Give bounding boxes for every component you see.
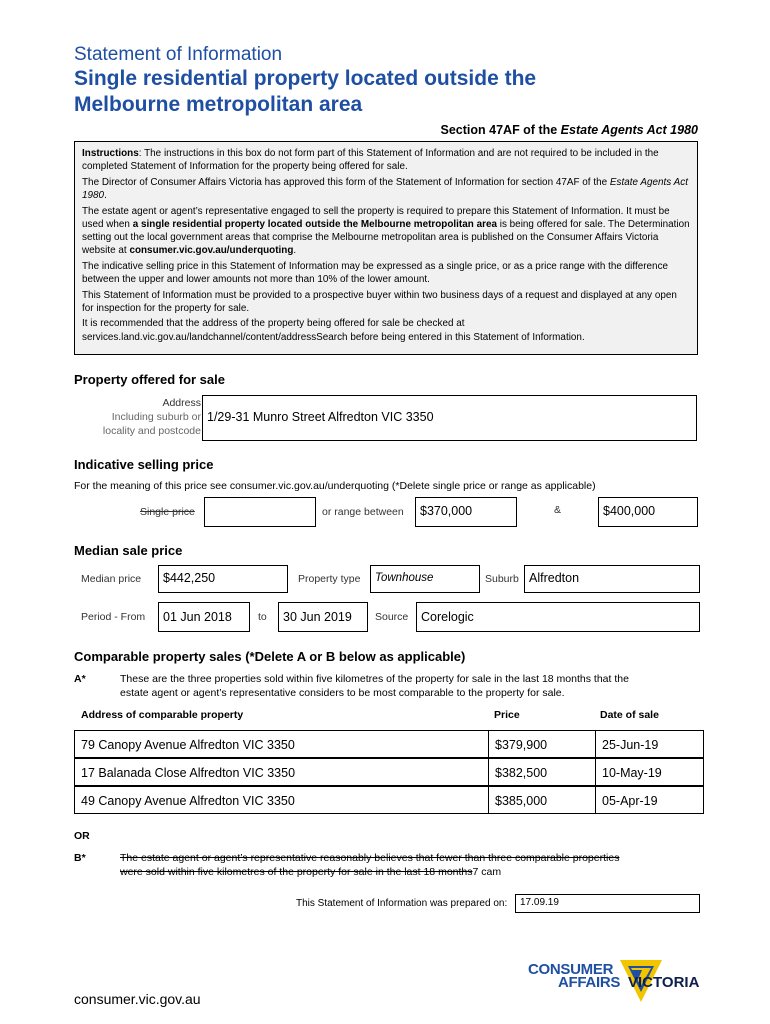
range-high-field[interactable]: $400,000	[598, 497, 698, 527]
property-type-field[interactable]: Townhouse	[370, 565, 480, 593]
median-price-field[interactable]: $442,250	[158, 565, 288, 593]
period-to-field[interactable]: 30 Jun 2019	[278, 602, 368, 632]
comparable-price-cell[interactable]: $379,900	[488, 731, 595, 757]
property-heading: Property offered for sale	[74, 372, 225, 387]
address-field[interactable]: 1/29-31 Munro Street Alfredton VIC 3350	[202, 395, 697, 441]
act-name: Estate Agents Act 1980	[560, 123, 698, 137]
option-a-label: A*	[74, 673, 86, 685]
comparable-date-cell[interactable]: 25-Jun-19	[595, 731, 704, 757]
instructions-paragraph-1: Instructions: The instructions in this box do not form part of this Statement of Information and are not required to be included in the completed Statement of Information for the property being offered for sale.	[82, 148, 659, 173]
footer-url[interactable]: consumer.vic.gov.au	[74, 991, 201, 1007]
instructions-paragraph-2: The Director of Consumer Affairs Victoria has approved this form of the Statement of Information for section 47AF of the Estate Agents Act 1980.	[82, 176, 688, 201]
source-field[interactable]: Corelogic	[416, 602, 700, 632]
comparable-address-cell[interactable]: 17 Balanada Close Alfredton VIC 3350	[81, 766, 296, 780]
comparable-address-cell[interactable]: 79 Canopy Avenue Alfredton VIC 3350	[81, 738, 295, 752]
or-label: OR	[74, 830, 90, 842]
document-heading	[74, 66, 536, 118]
prepared-date-field[interactable]: 17.09.19	[515, 894, 700, 913]
comparable-address-cell[interactable]: 49 Canopy Avenue Alfredton VIC 3350	[81, 794, 295, 808]
price-heading: Indicative selling price	[74, 457, 214, 472]
single-price-field[interactable]	[204, 497, 316, 527]
suburb-field[interactable]: Alfredton	[524, 565, 700, 593]
instructions-paragraph-3: The estate agent or agent’s representative engaged to sell the property is required to prepare this Statement of Information. It must be used when a single residential property located outside the Melbourne metropolitan area is being offered for sale. The Determination setting out the local government areas that comprise the Melbourne metropolitan area is published on the Consumer Affairs Victoria website at consumer.vic.gov.au/underquoting.	[82, 205, 690, 257]
column-header-address: Address of comparable property	[81, 709, 244, 721]
instructions-paragraph-5: This Statement of Information must be provided to a prospective buyer within two business days of a request and displayed at any open for inspection for the property for sale.	[82, 289, 677, 314]
instructions-paragraph-4: The indicative selling price in this Statement of Information may be expressed as a single price, or as a price range with the difference between the upper and lower amounts not more than 10% of the lower amount.	[82, 260, 669, 285]
comparable-price-cell[interactable]: $382,500	[488, 759, 595, 785]
price-note: For the meaning of this price see consumer.vic.gov.au/underquoting (*Delete single price or range as applicable)	[74, 480, 596, 492]
option-a-text: These are the three properties sold within five kilometres of the property for sale in the last 18 months that the estate agent or agent’s representative considers to be most comparable to the property for sale.	[120, 673, 629, 699]
heading-line-2: Melbourne metropolitan area	[74, 93, 363, 116]
address-label: Address Including suburb or locality and postcode	[102, 397, 201, 437]
option-b-text: The estate agent or agent’s representative reasonably believes that fewer than three comparable properties were sold within five kilometres of the property for sale in the last 18 months7 cam	[120, 852, 620, 878]
document-title: Statement of Information	[74, 44, 283, 65]
heading-line-1: Single residential property located outside the	[74, 67, 537, 90]
column-header-price: Price	[494, 709, 520, 721]
option-b-label: B*	[74, 852, 86, 864]
comparable-date-cell[interactable]: 10-May-19	[595, 759, 704, 785]
table-row	[74, 786, 704, 814]
property-type-label: Property type	[298, 573, 361, 585]
suburb-label: Suburb	[485, 573, 519, 585]
period-from-label: Period - From	[81, 611, 146, 623]
instructions-paragraph-6: It is recommended that the address of the property being offered for sale be checked at services.land.vic.gov.au/landchannel/content/addressSearch before being entered in this Statement of Information.	[82, 318, 585, 343]
single-price-label: Single price	[140, 506, 195, 518]
table-row	[74, 758, 704, 786]
period-from-field[interactable]: 01 Jun 2018	[158, 602, 250, 632]
range-label: or range between	[322, 506, 404, 518]
comparable-date-cell[interactable]: 05-Apr-19	[595, 787, 704, 813]
range-low-field[interactable]: $370,000	[415, 497, 517, 527]
range-ampersand: &	[554, 504, 562, 516]
column-header-date: Date of sale	[600, 709, 659, 721]
section-reference: Section 47AF of the Estate Agents Act 1980	[440, 123, 698, 137]
comparable-price-cell[interactable]: $385,000	[488, 787, 595, 813]
table-row	[74, 730, 704, 758]
period-to-label: to	[258, 611, 267, 623]
median-heading: Median sale price	[74, 543, 183, 558]
prepared-label: This Statement of Information was prepared on:	[296, 898, 508, 909]
source-label: Source	[375, 611, 409, 623]
comparable-heading: Comparable property sales (*Delete A or B below as applicable)	[74, 649, 466, 664]
instructions-box	[74, 141, 698, 355]
consumer-affairs-victoria-logo: CONSUMER AFFAIRS VICTORIA	[528, 958, 706, 1006]
median-price-label: Median price	[81, 573, 142, 585]
